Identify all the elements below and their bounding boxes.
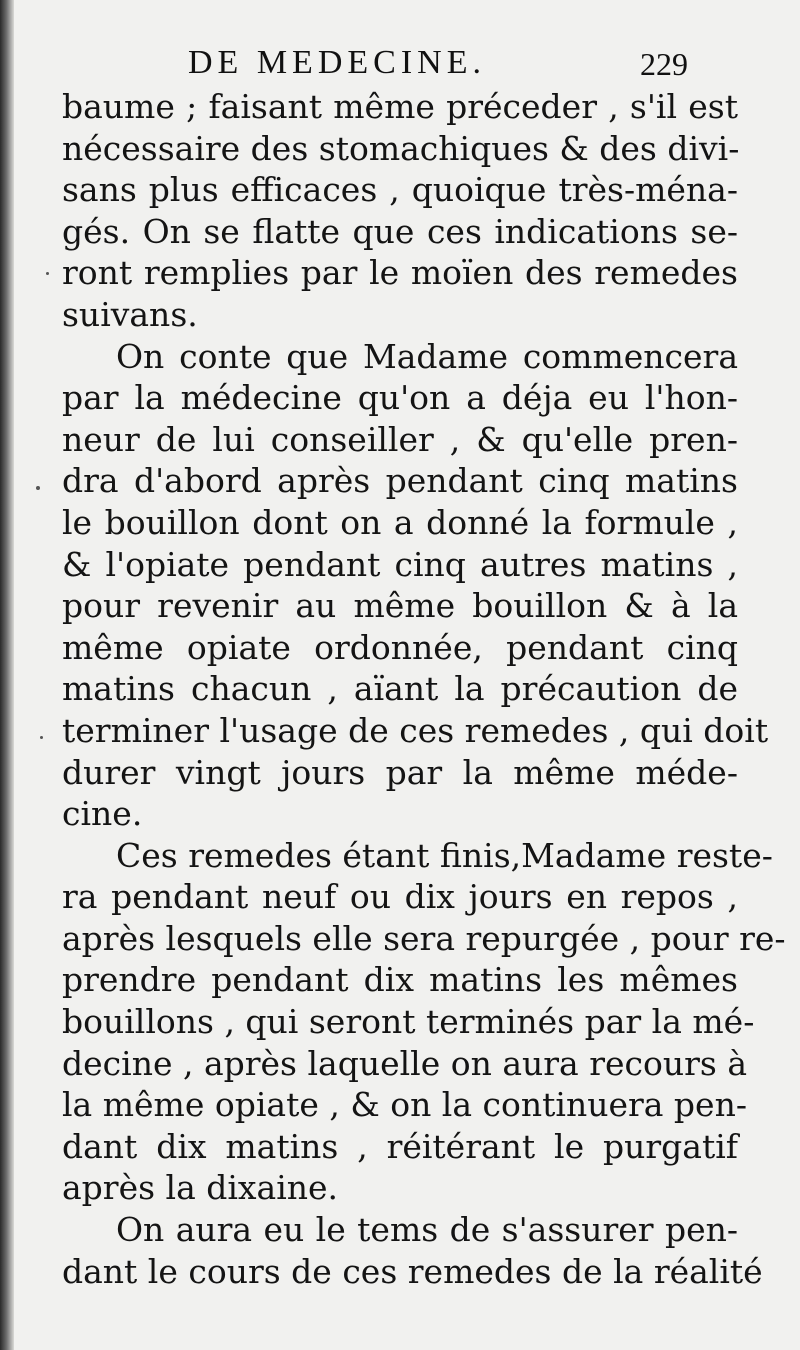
- page-number: 229: [640, 46, 688, 82]
- text-line: neur de lui conseiller , & qu'elle pren-: [62, 419, 738, 459]
- text-line: durer vingt jours par la même méde-: [62, 752, 738, 792]
- text-line: dra d'abord après pendant cinq matins: [62, 461, 738, 501]
- paragraph: [62, 336, 769, 835]
- text-line: suivans.: [62, 294, 198, 334]
- text-line: matins chacun , aïant la précaution de: [62, 669, 738, 709]
- text-line: Ces remedes étant finis,Madame reste-: [116, 835, 773, 875]
- text-line: dant dix matins , réitérant le purgatif: [62, 1126, 738, 1166]
- ink-speck: [40, 736, 43, 739]
- text-line: On conte que Madame commencera: [116, 336, 738, 376]
- text-line: On aura eu le tems de s'assurer pen-: [116, 1210, 738, 1250]
- paragraph: [62, 1209, 763, 1292]
- text-line: nécessaire des stomachiques & des divi-: [62, 128, 740, 168]
- text-line: même opiate ordonnée, pendant cinq: [62, 627, 738, 667]
- text-line: prendre pendant dix matins les mêmes: [62, 960, 738, 1000]
- text-line: après lesquels elle sera repurgée , pour re-: [62, 918, 786, 958]
- text-line: par la médecine qu'on a déja eu l'hon-: [62, 378, 738, 418]
- text-line: terminer l'usage de ces remedes , qui doit: [62, 710, 769, 750]
- paragraph: [62, 86, 738, 336]
- text-line: pour revenir au même bouillon & à la: [62, 586, 738, 626]
- text-line: le bouillon dont on a donné la formule ,: [62, 502, 738, 542]
- text-line: sans plus efficaces , quoique très-ména-: [62, 170, 738, 210]
- text-line: la même opiate , & on la continuera pen-: [62, 1085, 747, 1125]
- running-head: DE MEDECINE.: [188, 44, 486, 81]
- text-line: & l'opiate pendant cinq autres matins ,: [62, 544, 738, 584]
- text-line: ra pendant neuf ou dix jours en repos ,: [62, 877, 738, 917]
- page-gutter-shadow: [0, 0, 14, 1350]
- body-text: [62, 86, 786, 1292]
- text-line: decine , après laquelle on aura recours à: [62, 1043, 747, 1083]
- text-line: après la dixaine.: [62, 1168, 339, 1208]
- text-line: cine.: [62, 794, 143, 834]
- text-line: gés. On se flatte que ces indications se-: [62, 211, 738, 251]
- text-line: bouillons , qui seront terminés par la mé-: [62, 1002, 755, 1042]
- text-line: ront remplies par le moïen des remedes: [62, 253, 738, 293]
- ink-speck: [46, 272, 49, 275]
- text-line: baume ; faisant même préceder , s'il est: [62, 87, 738, 126]
- ink-speck: [36, 486, 40, 490]
- text-line: dant le cours de ces remedes de la réalité: [62, 1251, 763, 1291]
- paragraph: [62, 835, 786, 1209]
- page-header: [0, 44, 800, 92]
